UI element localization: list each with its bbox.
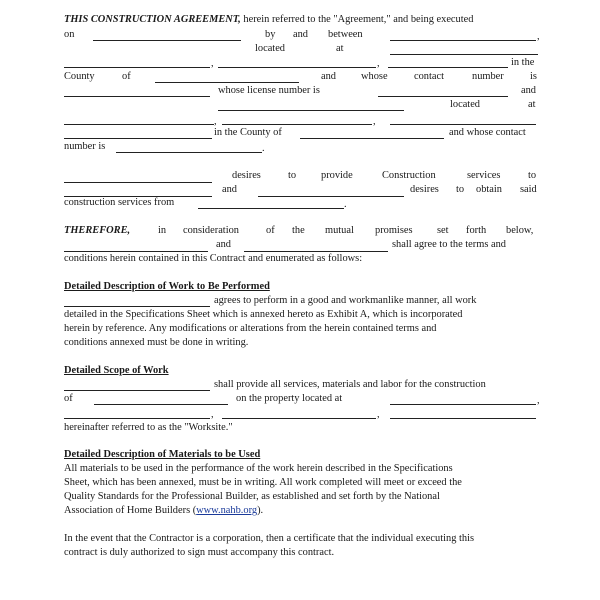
agreement-title: THIS CONSTRUCTION AGREEMENT, [64, 14, 241, 25]
scope-contractor-blank[interactable] [64, 390, 210, 391]
city-blank[interactable] [388, 67, 508, 68]
desires-label: desires [410, 184, 439, 195]
party-a-blank[interactable] [64, 251, 208, 252]
word: the [292, 225, 305, 236]
comma: , [537, 395, 540, 406]
whose-contact-label: and whose contact [449, 127, 526, 138]
property-address-blank[interactable] [390, 404, 536, 405]
said-label: said [520, 184, 537, 195]
corporation-text: contract is duly authorized to sign must accompany this contract. [64, 547, 335, 558]
comma: , [377, 409, 380, 420]
date-blank[interactable] [93, 40, 241, 41]
worksite-blank-3[interactable] [390, 418, 536, 419]
and-label: and [222, 184, 238, 195]
and-label: and [521, 85, 537, 96]
word: mutual [325, 225, 354, 236]
intro-text: herein referred to the "Agreement," and being executed [243, 14, 474, 25]
comma: , [211, 409, 214, 420]
worksite-text: hereinafter referred to as the "Worksite." [64, 422, 233, 433]
nahb-link[interactable]: www.nahb.org [196, 505, 258, 516]
word: set [437, 225, 449, 236]
worksite-blank-2[interactable] [222, 418, 376, 419]
located-label: located [255, 43, 285, 54]
of-label: of [64, 393, 73, 404]
work-text: herein by reference. Any modifications or alterations from the herein contained terms and [64, 323, 437, 334]
party1-address-blank[interactable] [390, 54, 538, 55]
services-from-blank[interactable] [198, 208, 344, 209]
period: . [262, 143, 265, 154]
property-text: on the property located at [236, 393, 343, 404]
by-label: by [265, 29, 276, 40]
word: below, [506, 225, 534, 236]
and-label: and [293, 29, 309, 40]
party2-blank[interactable] [218, 110, 404, 111]
work-heading: Detailed Description of Work to Be Performed [64, 281, 270, 292]
contractor-blank[interactable] [64, 182, 212, 183]
county-blank[interactable] [155, 82, 299, 83]
services-label: services [467, 170, 501, 181]
services-from-label: construction services from [64, 197, 175, 208]
word: in [158, 225, 167, 236]
materials-text-link-line [64, 505, 263, 517]
worksite-blank-1[interactable] [64, 418, 210, 419]
project-blank[interactable] [94, 404, 228, 405]
of-label: of [122, 71, 131, 82]
contact-label: contact [414, 71, 444, 82]
work-text: agrees to perform in a good and workmanlike manner, all work [214, 295, 477, 306]
license-label: whose license number is [218, 85, 320, 96]
party2-state-blank[interactable] [390, 124, 536, 125]
comma: , [211, 58, 214, 69]
corporation-text: In the event that the Contractor is a corporation, then a certificate that the individual executing this [64, 533, 474, 544]
word: consideration [183, 225, 239, 236]
obtain-label: obtain [476, 184, 502, 195]
period: . [344, 199, 347, 210]
to-label: to [288, 170, 297, 181]
comma: , [537, 31, 540, 42]
located-label: located [450, 99, 480, 110]
materials-text: Sheet, which has been annexed, must be in writing. All work completed will meet or exceed the [64, 477, 462, 488]
between-label: between [328, 29, 363, 40]
materials-text: All materials to be used in the performance of the work herein described in the Specifications [64, 463, 453, 474]
conditions-text: conditions herein contained in this Contract and enumerated as follows: [64, 253, 363, 264]
comma: , [214, 116, 217, 127]
to-label: to [528, 170, 537, 181]
provide-label: provide [321, 170, 353, 181]
and-label: and [216, 239, 232, 250]
in-county-of-label: in the County of [214, 127, 282, 138]
contractor-name-blank[interactable] [64, 306, 210, 307]
contact-number-blank[interactable] [64, 96, 210, 97]
party1-name-blank[interactable] [64, 67, 210, 68]
agreement-intro-line [64, 14, 473, 26]
at-label: at [528, 99, 536, 110]
whose-label: whose [361, 71, 388, 82]
word: of [266, 225, 275, 236]
desires-label: desires [232, 170, 261, 181]
at-label: at [336, 43, 344, 54]
word: forth [466, 225, 487, 236]
is-label: is [530, 71, 537, 82]
party2-phone-blank[interactable] [116, 152, 262, 153]
construction-label: Construction [382, 170, 436, 181]
word: promises [375, 225, 413, 236]
on-label: on [64, 29, 75, 40]
comma: , [377, 58, 380, 69]
party2-address-blank[interactable] [64, 124, 214, 125]
and-label: and [321, 71, 337, 82]
address-line-blank[interactable] [218, 67, 376, 68]
owner-blank[interactable] [258, 196, 404, 197]
materials-heading: Detailed Description of Materials to be Used [64, 449, 261, 460]
party1-blank[interactable] [390, 40, 536, 41]
license-blank[interactable] [378, 96, 508, 97]
scope-text: shall provide all services, materials and labor for the construction [214, 379, 486, 390]
materials-text: Quality Standards for the Professional Builder, as established and set forth by the National [64, 491, 440, 502]
work-text: conditions annexed must be done in writing. [64, 337, 249, 348]
scope-heading: Detailed Scope of Work [64, 365, 169, 376]
number-label: number [472, 71, 504, 82]
party-b-blank[interactable] [244, 251, 388, 252]
in-the-label: in the [511, 57, 535, 68]
party2-zip-blank[interactable] [64, 138, 212, 139]
materials-text: Association of Home Builders ( [64, 505, 197, 516]
to-label: to [456, 184, 465, 195]
number-is-label: number is [64, 141, 106, 152]
party2-city-blank[interactable] [222, 124, 372, 125]
comma: , [373, 116, 376, 127]
county-label: County [64, 71, 95, 82]
shall-agree-text: shall agree to the terms and [392, 239, 506, 250]
work-text: detailed in the Specifications Sheet which is annexed hereto as Exhibit A, which is incorporated [64, 309, 463, 320]
therefore-label: THEREFORE, [64, 225, 131, 236]
party2-county-blank[interactable] [300, 138, 444, 139]
materials-text: ). [257, 505, 264, 516]
